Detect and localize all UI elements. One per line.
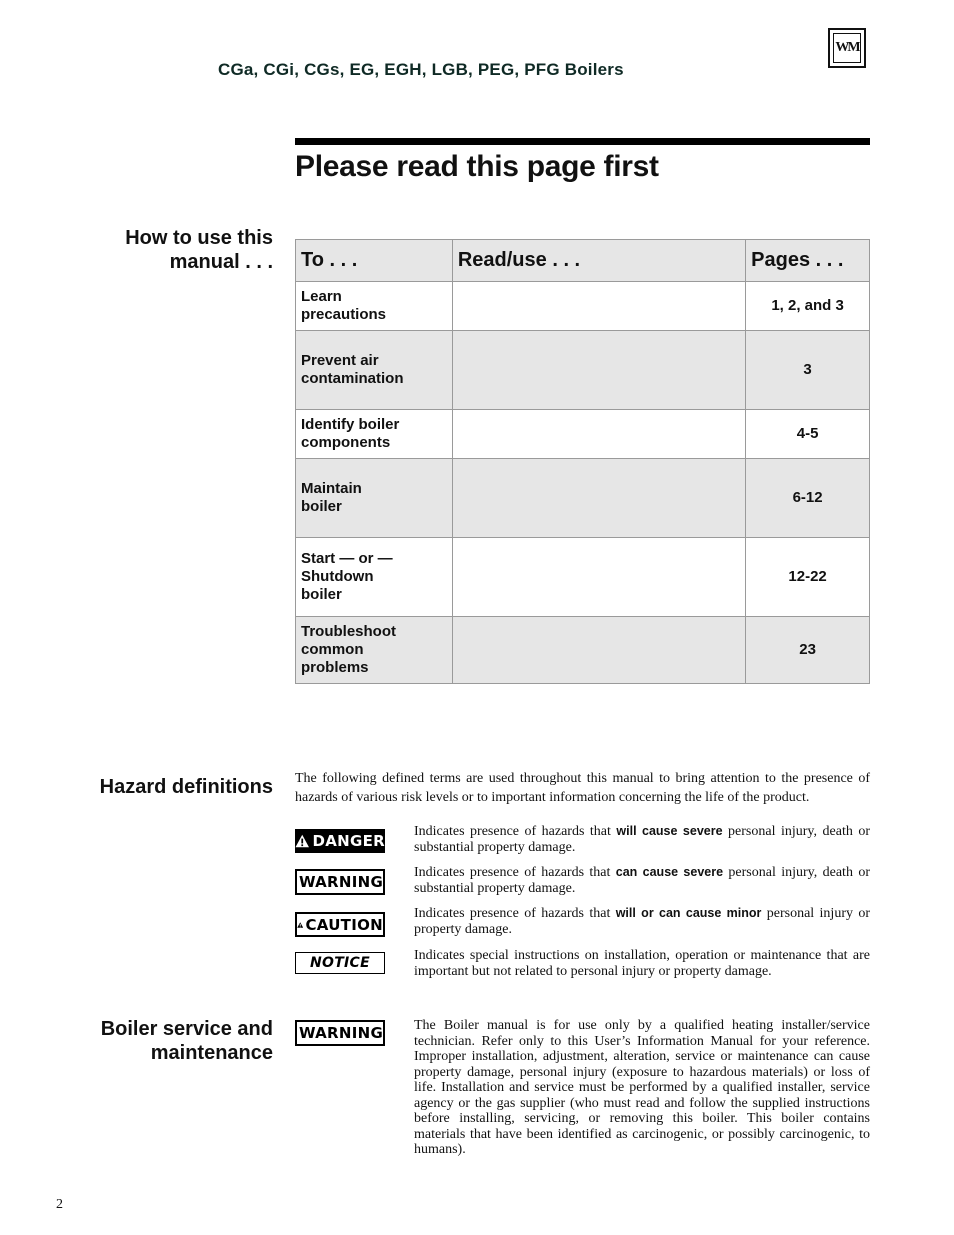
hazard-intro: The following defined terms are used throughout this manual to bring attention to the presence of hazards of various risk levels or to important information concerning the life of the product. (295, 771, 870, 805)
table-row (296, 617, 870, 684)
table-row (296, 282, 870, 331)
how-to-use-heading-line1: How to use this (125, 227, 273, 249)
to-line: Maintain (301, 480, 362, 497)
to-cell (296, 459, 453, 538)
to-line: boiler (301, 586, 342, 603)
service-warning-badge (295, 1020, 385, 1046)
warning-text (414, 865, 870, 896)
to-line: Learn (301, 288, 342, 305)
read-cell (452, 331, 745, 410)
pages-cell: 3 (746, 331, 870, 410)
notice-text (414, 948, 870, 979)
table-row (296, 410, 870, 459)
how-to-use-heading-line2: manual . . . (169, 251, 273, 273)
to-line: precautions (301, 306, 387, 323)
page-number: 2 (56, 1197, 63, 1212)
pages-cell: 1, 2, and 3 (746, 282, 870, 331)
danger-text (414, 824, 870, 855)
text-emphasis: can cause severe (615, 865, 724, 879)
danger-label: DANGER (312, 832, 385, 850)
table-row (296, 459, 870, 538)
to-cell (296, 617, 453, 684)
table-row (296, 538, 870, 617)
warning-label: WARNING (298, 873, 384, 891)
to-line: common (301, 641, 364, 658)
read-cell (452, 617, 745, 684)
logo (828, 28, 866, 68)
pages-cell: 12-22 (746, 538, 870, 617)
to-line: Shutdown (301, 568, 374, 585)
to-line: problems (301, 659, 369, 676)
to-cell (296, 282, 453, 331)
text-before: Indicates special instructions on installation, operation or maintenance that are important but not related to personal injury or property damage. (414, 948, 870, 979)
service-text: The Boiler manual is for use only by a qualified heating installer/service technician. Refer only to this User’s Information Manual for your reference. Improper installation, adjustment, alteration, service or maintenance can cause property damage, personal injury (exposure to hazardous materials) or loss of life. Installation and service must be performed by a qualified installer, service agency or the gas supplier (who must read and follow the supplied instructions before installing, servicing, or removing this boiler. This boiler contains materials that have been identified as carcinogenic, or possibly carcinogenic, to humans). (414, 1018, 870, 1157)
column-header-read: Read/use . . . (452, 240, 745, 282)
notice-badge (295, 952, 385, 974)
caution-badge (295, 912, 385, 937)
warning-triangle-icon (297, 918, 303, 932)
warning-triangle-icon (295, 834, 309, 848)
caution-text (414, 906, 870, 937)
pages-cell: 23 (746, 617, 870, 684)
to-line: Troubleshoot (301, 623, 396, 640)
text-emphasis: will cause severe (616, 824, 723, 838)
service-heading-line1: Boiler service and (100, 1018, 273, 1040)
service-warning-label: WARNING (298, 1024, 384, 1042)
to-cell (296, 331, 453, 410)
pages-cell: 6-12 (746, 459, 870, 538)
service-heading-line2: maintenance (150, 1042, 273, 1064)
to-line: Identify boiler (301, 416, 400, 433)
column-header-to: To . . . (296, 240, 453, 282)
text-after: personal injury, death or substantial property damage. (414, 865, 870, 896)
text-emphasis: will or can cause minor (615, 906, 762, 920)
table-row (296, 331, 870, 410)
title-rule (295, 138, 870, 145)
notice-label: NOTICE (309, 955, 370, 971)
caution-label: CAUTION (305, 915, 383, 934)
to-cell (296, 410, 453, 459)
column-header-pages: Pages . . . (746, 240, 870, 282)
pages-cell: 4-5 (746, 410, 870, 459)
how-to-use-table (295, 239, 870, 684)
how-to-use-heading (125, 226, 273, 274)
logo-mark: WM (833, 33, 861, 63)
danger-badge (295, 829, 385, 853)
text-after: personal injury, death or substantial property damage. (414, 824, 870, 855)
to-cell (296, 538, 453, 617)
hazard-definitions-heading: Hazard definitions (99, 776, 273, 798)
table-header-row (296, 240, 870, 282)
to-line: Start — or — (301, 550, 393, 567)
to-line: Prevent air (301, 352, 379, 369)
to-line: contamination (301, 370, 404, 387)
header-title: CGa, CGi, CGs, EG, EGH, LGB, PEG, PFG Boilers (218, 60, 624, 79)
read-cell (452, 282, 745, 331)
read-cell (452, 459, 745, 538)
read-cell (452, 410, 745, 459)
warning-badge (295, 869, 385, 895)
to-line: boiler (301, 498, 342, 515)
to-line: components (301, 434, 391, 451)
text-before: Indicates presence of hazards that (414, 865, 616, 880)
service-heading (101, 1017, 273, 1065)
text-before: Indicates presence of hazards that (414, 824, 617, 839)
page-title: Please read this page first (295, 150, 659, 183)
read-cell (452, 538, 745, 617)
text-after: personal injury or property damage. (414, 906, 870, 937)
text-before: Indicates presence of hazards that (414, 906, 616, 921)
